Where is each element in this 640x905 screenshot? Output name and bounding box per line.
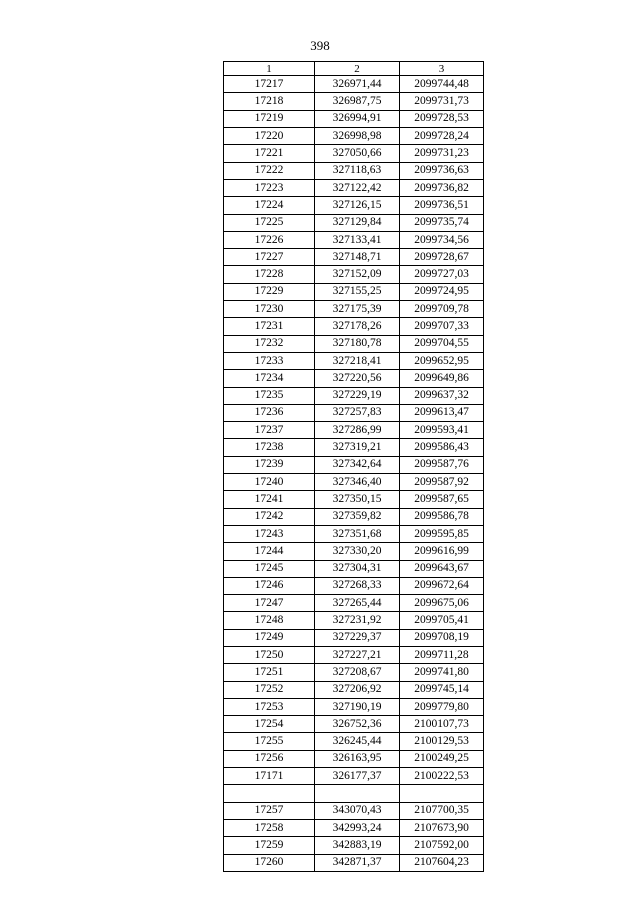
table-cell-col-2: 327319,21	[315, 439, 400, 456]
table-cell-col-2: 326994,91	[315, 110, 400, 127]
table-row	[224, 837, 484, 854]
table-cell-col-1: 17255	[224, 733, 315, 750]
table-cell-col-1: 17242	[224, 508, 315, 525]
table-cell-col-2: 327286,99	[315, 422, 400, 439]
table-cell-col-3: 2099616,99	[400, 543, 484, 560]
table-cell-col-1: 17247	[224, 595, 315, 612]
table-cell-col-2: 326177,37	[315, 768, 400, 785]
table-cell-col-1: 17245	[224, 560, 315, 577]
table-cell-col-1: 17248	[224, 612, 315, 629]
table-row	[224, 525, 484, 542]
table-row	[224, 595, 484, 612]
table-cell-col-2: 327175,39	[315, 301, 400, 318]
table-cell-col-1: 17219	[224, 110, 315, 127]
table-cell-col-1: 17231	[224, 318, 315, 335]
table-row	[224, 768, 484, 785]
table-cell-col-3: 2099728,53	[400, 110, 484, 127]
table-cell-col-3: 2099593,41	[400, 422, 484, 439]
table-cell-col-1: 17221	[224, 145, 315, 162]
table-cell-col-3: 2099587,76	[400, 456, 484, 473]
table-cell-col-1: 17227	[224, 249, 315, 266]
table-row	[224, 698, 484, 715]
table-cell-col-3: 2107673,90	[400, 819, 484, 836]
page-number: 398	[310, 38, 330, 53]
table-cell-col-2: 327180,78	[315, 335, 400, 352]
table-cell-col-2: 326971,44	[315, 76, 400, 93]
table-cell-col-3: 2099708,19	[400, 629, 484, 646]
table-cell-col-2: 327050,66	[315, 145, 400, 162]
table-row	[224, 162, 484, 179]
table-cell-col-1: 17218	[224, 93, 315, 110]
table-cell-col-3: 2099711,28	[400, 646, 484, 663]
table-row	[224, 318, 484, 335]
header-row	[224, 62, 484, 76]
table-row	[224, 802, 484, 819]
table-cell-col-2: 327229,37	[315, 629, 400, 646]
table-cell-col-1: 17226	[224, 231, 315, 248]
table-cell-col-1: 17244	[224, 543, 315, 560]
table-cell-col-2: 327152,09	[315, 266, 400, 283]
table-row	[224, 819, 484, 836]
table-cell-col-1: 17236	[224, 404, 315, 421]
table-cell-col-2: 327330,20	[315, 543, 400, 560]
table-cell-col-3: 2100107,73	[400, 716, 484, 733]
table-cell-col-3: 2099672,64	[400, 577, 484, 594]
table-cell-col-2: 327208,67	[315, 664, 400, 681]
table-cell-col-1: 17229	[224, 283, 315, 300]
table-cell-col-3: 2107700,35	[400, 802, 484, 819]
table-cell-col-3: 2099586,43	[400, 439, 484, 456]
table-cell-col-2: 326163,95	[315, 750, 400, 767]
table-cell-col-3: 2100222,53	[400, 768, 484, 785]
table-cell-col-1: 17260	[224, 854, 315, 871]
table-row	[224, 214, 484, 231]
table-cell-col-1: 17252	[224, 681, 315, 698]
table-row	[224, 231, 484, 248]
table-cell-col-2: 326752,36	[315, 716, 400, 733]
table-cell-col-3: 2099741,80	[400, 664, 484, 681]
table-row	[224, 249, 484, 266]
table-cell-col-1: 17238	[224, 439, 315, 456]
table-cell-col-2: 327133,41	[315, 231, 400, 248]
table-cell-col-2: 327350,15	[315, 491, 400, 508]
table-cell-col-2: 327218,41	[315, 352, 400, 369]
table-cell-col-2: 327206,92	[315, 681, 400, 698]
table-cell-col-2: 327129,84	[315, 214, 400, 231]
table-cell-col-2	[315, 785, 400, 802]
table-row	[224, 629, 484, 646]
table-cell-col-1: 17237	[224, 422, 315, 439]
table-cell-col-2: 327265,44	[315, 595, 400, 612]
table-cell-col-3: 2099728,67	[400, 249, 484, 266]
table-row	[224, 197, 484, 214]
table-row	[224, 145, 484, 162]
table-cell-col-3: 2099727,03	[400, 266, 484, 283]
table-cell-col-3: 2107592,00	[400, 837, 484, 854]
table-cell-col-3: 2099745,14	[400, 681, 484, 698]
table-cell-col-3: 2099704,55	[400, 335, 484, 352]
table-cell-col-1: 17246	[224, 577, 315, 594]
table-header	[224, 62, 484, 76]
table-row	[224, 404, 484, 421]
table-cell-col-1: 17258	[224, 819, 315, 836]
table-row	[224, 491, 484, 508]
table-cell-col-1: 17171	[224, 768, 315, 785]
table-body	[224, 76, 484, 872]
table-cell-col-1: 17224	[224, 197, 315, 214]
table-cell-col-1: 17233	[224, 352, 315, 369]
table-row	[224, 577, 484, 594]
coordinates-table	[223, 61, 484, 872]
table-cell-col-3: 2099595,85	[400, 525, 484, 542]
table-cell-col-1: 17240	[224, 474, 315, 491]
table-cell-col-2: 326998,98	[315, 128, 400, 145]
table-cell-col-3: 2099744,48	[400, 76, 484, 93]
table-cell-col-1: 17249	[224, 629, 315, 646]
table-cell-col-3: 2099731,73	[400, 93, 484, 110]
table-cell-col-1: 17223	[224, 179, 315, 196]
table-cell-col-2: 342883,19	[315, 837, 400, 854]
table-cell-col-3: 2099586,78	[400, 508, 484, 525]
table-cell-col-2: 342993,24	[315, 819, 400, 836]
table-row	[224, 110, 484, 127]
table-row	[224, 352, 484, 369]
table-cell-col-2: 327229,19	[315, 387, 400, 404]
table-cell-col-3: 2099675,06	[400, 595, 484, 612]
table-cell-col-3: 2099736,51	[400, 197, 484, 214]
table-cell-col-2: 327126,15	[315, 197, 400, 214]
table-cell-col-2: 327342,64	[315, 456, 400, 473]
table-cell-col-2: 327155,25	[315, 283, 400, 300]
table-cell-col-1: 17234	[224, 370, 315, 387]
table-row	[224, 543, 484, 560]
table-cell-col-3: 2099705,41	[400, 612, 484, 629]
table-cell-col-1: 17257	[224, 802, 315, 819]
table-cell-col-3: 2099724,95	[400, 283, 484, 300]
table-row	[224, 560, 484, 577]
table-row	[224, 283, 484, 300]
column-header-2: 2	[315, 62, 400, 76]
table-cell-col-2: 327227,21	[315, 646, 400, 663]
table-row	[224, 664, 484, 681]
table-cell-col-2: 327268,33	[315, 577, 400, 594]
table-cell-col-3: 2099731,23	[400, 145, 484, 162]
table-cell-col-1: 17254	[224, 716, 315, 733]
table-row	[224, 266, 484, 283]
table-cell-col-1	[224, 785, 315, 802]
table-cell-col-2: 327148,71	[315, 249, 400, 266]
table-cell-col-3: 2099709,78	[400, 301, 484, 318]
table-cell-col-3: 2099736,82	[400, 179, 484, 196]
table-cell-col-2: 326245,44	[315, 733, 400, 750]
table-cell-col-2: 327231,92	[315, 612, 400, 629]
table-cell-col-3: 2099735,74	[400, 214, 484, 231]
table-cell-col-3: 2100249,25	[400, 750, 484, 767]
table-cell-col-3: 2099707,33	[400, 318, 484, 335]
table-cell-col-1: 17239	[224, 456, 315, 473]
table-cell-col-2: 327346,40	[315, 474, 400, 491]
table-cell-col-3: 2099728,24	[400, 128, 484, 145]
table-row	[224, 370, 484, 387]
table-cell-col-3: 2099643,67	[400, 560, 484, 577]
table-cell-col-1: 17228	[224, 266, 315, 283]
table-cell-col-1: 17220	[224, 128, 315, 145]
table-cell-col-1: 17256	[224, 750, 315, 767]
table-cell-col-2: 327118,63	[315, 162, 400, 179]
table-row	[224, 508, 484, 525]
table-cell-col-2: 327122,42	[315, 179, 400, 196]
table-cell-col-1: 17253	[224, 698, 315, 715]
table-cell-col-1: 17217	[224, 76, 315, 93]
table-row	[224, 128, 484, 145]
table-cell-col-1: 17225	[224, 214, 315, 231]
table-cell-col-2: 327190,19	[315, 698, 400, 715]
table-cell-col-3: 2099587,92	[400, 474, 484, 491]
table-cell-col-2: 327359,82	[315, 508, 400, 525]
table-row	[224, 179, 484, 196]
table-cell-col-1: 17222	[224, 162, 315, 179]
table-cell-col-2: 342871,37	[315, 854, 400, 871]
table-row	[224, 646, 484, 663]
table-cell-col-1: 17251	[224, 664, 315, 681]
table-cell-col-2: 327304,31	[315, 560, 400, 577]
table-row	[224, 335, 484, 352]
column-header-1: 1	[224, 62, 315, 76]
table-row	[224, 439, 484, 456]
table-row	[224, 76, 484, 93]
column-header-3: 3	[400, 62, 484, 76]
table-cell-col-2: 343070,43	[315, 802, 400, 819]
table-row	[224, 854, 484, 871]
table-cell-col-1: 17243	[224, 525, 315, 542]
table-cell-col-3: 2100129,53	[400, 733, 484, 750]
table-row	[224, 716, 484, 733]
table-cell-col-3: 2099652,95	[400, 352, 484, 369]
table-cell-col-1: 17232	[224, 335, 315, 352]
table-row	[224, 750, 484, 767]
table-cell-col-2: 327257,83	[315, 404, 400, 421]
table-cell-col-3: 2099734,56	[400, 231, 484, 248]
table-row	[224, 422, 484, 439]
table-cell-col-3: 2099587,65	[400, 491, 484, 508]
table-cell-col-3	[400, 785, 484, 802]
table-cell-col-3: 2099637,32	[400, 387, 484, 404]
table-cell-col-3: 2099649,86	[400, 370, 484, 387]
table-cell-col-3: 2099736,63	[400, 162, 484, 179]
table-cell-col-1: 17250	[224, 646, 315, 663]
table-row	[224, 681, 484, 698]
table-row	[224, 474, 484, 491]
table-cell-col-2: 327351,68	[315, 525, 400, 542]
table-cell-col-2: 327178,26	[315, 318, 400, 335]
table-cell-col-1: 17230	[224, 301, 315, 318]
table-row	[224, 93, 484, 110]
table-row	[224, 387, 484, 404]
table-row	[224, 785, 484, 802]
table-cell-col-1: 17259	[224, 837, 315, 854]
table-row	[224, 612, 484, 629]
table-row	[224, 456, 484, 473]
table-row	[224, 733, 484, 750]
table-cell-col-3: 2107604,23	[400, 854, 484, 871]
table-cell-col-2: 327220,56	[315, 370, 400, 387]
table-cell-col-1: 17235	[224, 387, 315, 404]
table-cell-col-2: 326987,75	[315, 93, 400, 110]
table-cell-col-3: 2099779,80	[400, 698, 484, 715]
table-cell-col-3: 2099613,47	[400, 404, 484, 421]
table-row	[224, 301, 484, 318]
table-cell-col-1: 17241	[224, 491, 315, 508]
